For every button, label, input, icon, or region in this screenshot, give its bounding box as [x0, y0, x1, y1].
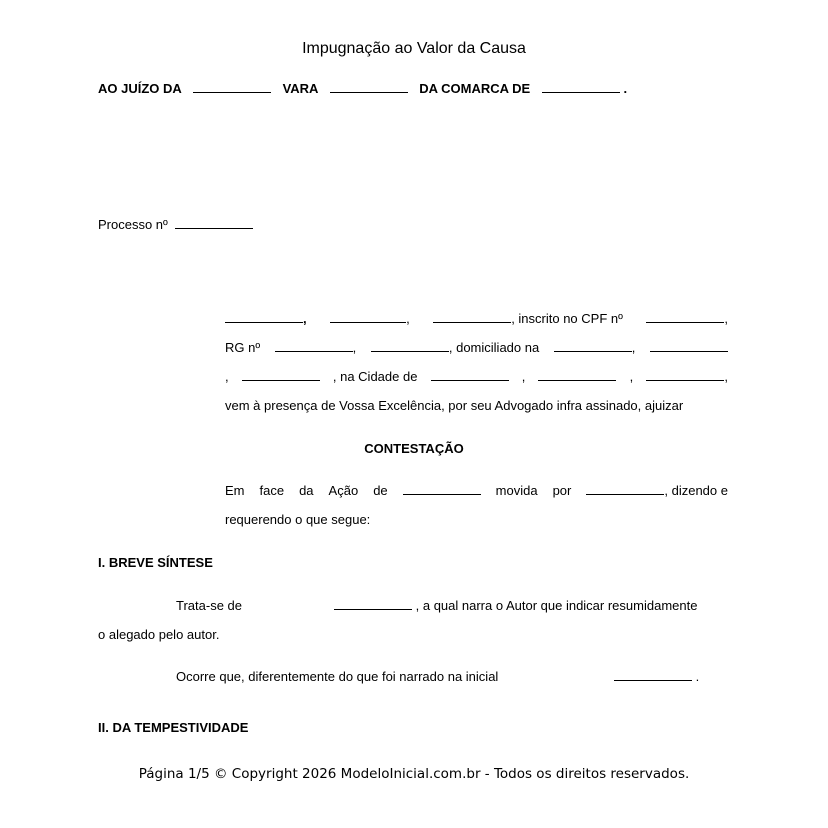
qualification-line-4: vem à presença de Vossa Excelência, por seu Advogado infra assinado, ajuizar	[225, 398, 684, 413]
number-blank[interactable]	[650, 340, 728, 352]
qualification-line-2	[225, 340, 728, 355]
word: Ação	[328, 483, 359, 498]
comma: ,	[724, 369, 728, 384]
city-label: , na Cidade de	[332, 369, 418, 384]
rg-label: RG nº	[225, 340, 261, 355]
comma: ,	[352, 340, 357, 355]
qualification-line-1	[225, 311, 728, 326]
section-1-p1-end-wrap	[334, 598, 728, 613]
processo-blank[interactable]	[175, 217, 253, 229]
marital-status-blank[interactable]	[433, 311, 511, 323]
cep-blank[interactable]	[646, 369, 724, 381]
profession-blank[interactable]	[371, 340, 449, 352]
section-1-p1-start: Trata-se de	[176, 598, 242, 613]
comarca-label: DA COMARCA DE	[419, 81, 531, 96]
processo-label: Processo nº	[98, 217, 168, 232]
section-2-heading: II. DA TEMPESTIVIDADE	[98, 720, 249, 735]
rg-blank[interactable]	[275, 340, 353, 352]
section-1-heading: I. BREVE SÍNTESE	[98, 555, 213, 570]
word: por	[552, 483, 572, 498]
comma: ,	[225, 369, 229, 384]
case-blank[interactable]	[334, 598, 412, 610]
face-line-1	[225, 483, 728, 498]
header-period: .	[623, 81, 628, 96]
inicial-blank[interactable]	[614, 669, 692, 681]
qualification-line-3	[225, 369, 728, 384]
vara-label: VARA	[282, 81, 318, 96]
contestacao-heading: CONTESTAÇÃO	[364, 441, 464, 456]
word: Em	[225, 483, 245, 498]
face-line-2: requerendo o que segue:	[225, 512, 371, 527]
action-type-blank[interactable]	[403, 483, 481, 495]
comma: ,	[521, 369, 526, 384]
face-tail: , dizendo e	[664, 483, 728, 498]
section-1-p1-end: , a qual narra o Autor que indicar resumidamente	[415, 598, 698, 613]
vara-blank[interactable]	[330, 81, 408, 93]
street-blank[interactable]	[554, 340, 632, 352]
comma: ,	[724, 311, 728, 326]
comarca-blank[interactable]	[542, 81, 620, 93]
court-address-line	[98, 81, 627, 96]
document-title: Impugnação ao Valor da Causa	[302, 40, 526, 57]
nationality-blank[interactable]	[330, 311, 406, 323]
processo-line	[98, 217, 253, 232]
name-blank[interactable]	[225, 311, 303, 323]
section-1-p2-end-wrap	[614, 669, 699, 684]
plaintiff-blank[interactable]	[586, 483, 664, 495]
state-blank[interactable]	[538, 369, 616, 381]
comma: ,	[406, 311, 410, 326]
court-label: AO JUÍZO DA	[98, 81, 182, 96]
word: face	[259, 483, 285, 498]
word: de	[373, 483, 388, 498]
section-1-p1-line2: o alegado pelo autor.	[98, 627, 220, 642]
neighborhood-blank[interactable]	[242, 369, 320, 381]
city-blank[interactable]	[431, 369, 509, 381]
cpf-blank[interactable]	[646, 311, 724, 323]
word: movida	[495, 483, 538, 498]
period: .	[695, 669, 700, 684]
court-blank[interactable]	[193, 81, 271, 93]
comma: ,	[629, 369, 634, 384]
comma: ,	[631, 340, 636, 355]
cpf-label: , inscrito no CPF nº	[511, 311, 623, 326]
page-footer: Página 1/5 © Copyright 2026 ModeloInicial.com.br - Todos os direitos reservados.	[138, 766, 690, 782]
word: da	[299, 483, 314, 498]
section-1-p2-start: Ocorre que, diferentemente do que foi narrado na inicial	[176, 669, 499, 684]
domicile-label: , domiciliado na	[448, 340, 540, 355]
comma: ,	[303, 311, 307, 326]
